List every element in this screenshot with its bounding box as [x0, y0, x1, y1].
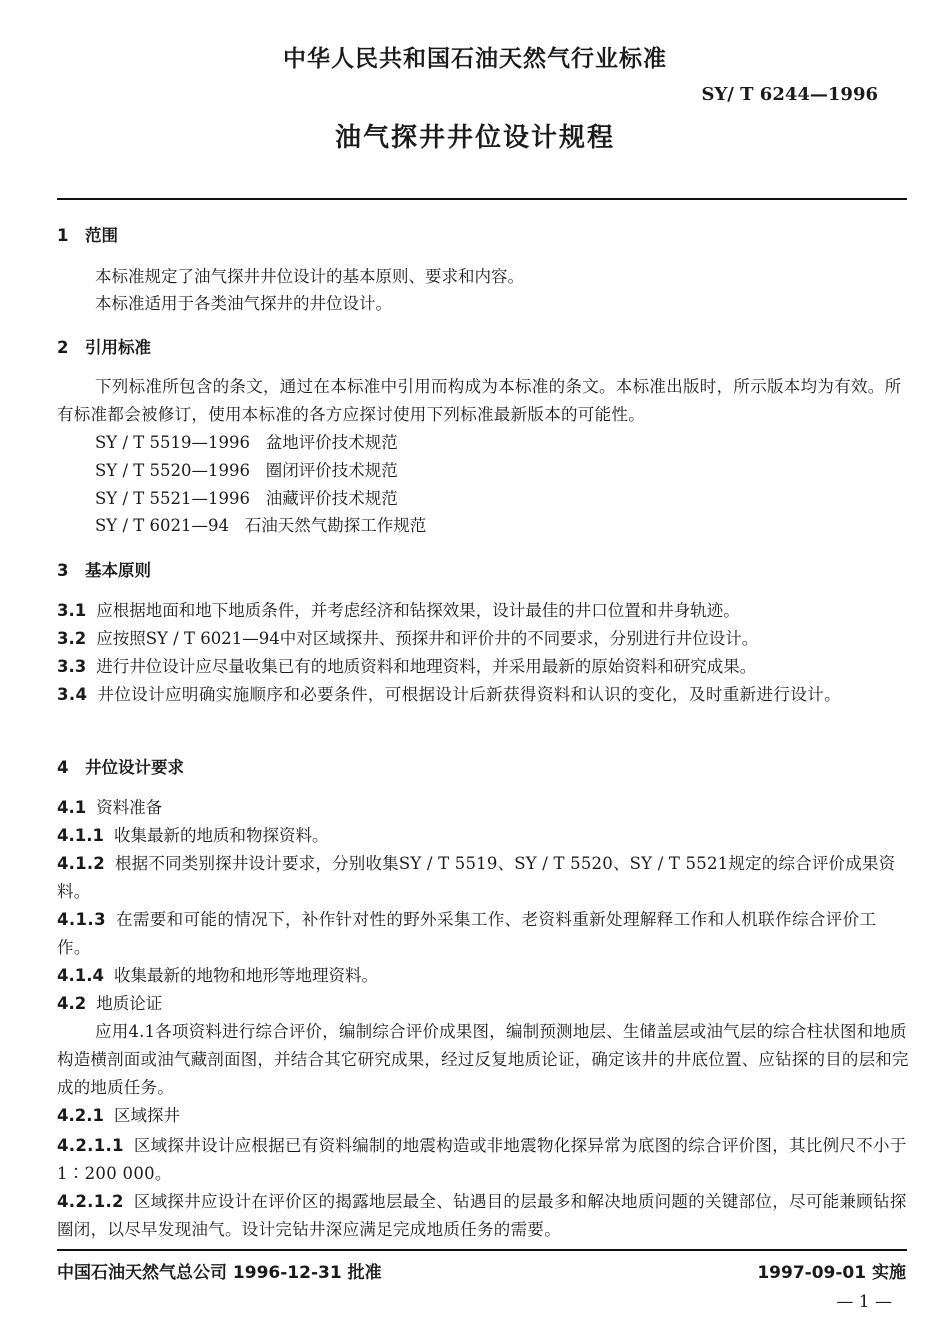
header-divider: [57, 198, 907, 200]
section-1-heading: [57, 222, 118, 250]
paragraph: 应用4.1各项资料进行综合评价，编制综合评价成果图，编制预测地层、生储盖层或油气层的综合柱状图和地质构造横剖面或油气藏剖面图，并结合其它研究成果，经过反复地质论证，确定该井的井底位置、应钻探的目的层和完成的地质任务。: [57, 1022, 909, 1097]
section-number: 1: [57, 226, 69, 245]
section-3-heading: [57, 557, 151, 585]
clause-3-4: [57, 681, 909, 709]
clause-text: 应根据地面和地下地质条件，并考虑经济和钻探效果，设计最佳的井口位置和井身轨迹。: [96, 601, 740, 620]
reference-code: SY / T 5521—1996: [95, 489, 250, 508]
reference-name: 盆地评价技术规范: [265, 433, 398, 452]
section-title: 范围: [85, 226, 118, 245]
reference-code: SY / T 5520—1996: [95, 461, 250, 480]
footer-divider: [57, 1249, 907, 1251]
clause-number: 4.2.1: [57, 1106, 104, 1125]
clause-text: 资料准备: [96, 798, 163, 817]
clause-number: 4.1: [57, 798, 87, 817]
reference-code: SY / T 6021—94: [95, 516, 229, 535]
clause-3-1: [57, 597, 740, 625]
reference-item: [95, 457, 398, 485]
section-number: 4: [57, 758, 69, 777]
document-title: 油气探井井位设计规程: [334, 123, 615, 153]
clause-number: 3.1: [57, 601, 87, 620]
clause-text: 应按照SY / T 6021—94中对区域探井、预探井和评价井的不同要求，分别进行井位设计。: [96, 629, 759, 648]
clause-4-1-1: [57, 822, 328, 850]
section-title: 引用标准: [85, 338, 151, 357]
clause-4-1-2: [57, 850, 909, 906]
reference-item: [95, 512, 426, 540]
clause-text: 在需要和可能的情况下，补作针对性的野外采集工作、老资料重新处理解释工作和人机联作综合评价工作。: [57, 910, 877, 957]
clause-text: 井位设计应明确实施顺序和必要条件，可根据设计后新获得资料和认识的变化，及时重新进行设计。: [97, 685, 842, 704]
reference-name: 油藏评价技术规范: [265, 489, 398, 508]
clause-number: 3.2: [57, 629, 87, 648]
clause-number: 3.3: [57, 657, 87, 676]
clause-number: 3.4: [57, 685, 88, 704]
section-title: 基本原则: [85, 561, 151, 580]
clause-4-1: [57, 794, 162, 822]
clause-number: 4.1.1: [57, 826, 104, 845]
clause-number: 4.2.1.1: [57, 1136, 124, 1155]
clause-text: 进行井位设计应尽量收集已有的地质资料和地理资料，并采用最新的原始资料和研究成果。: [96, 657, 757, 676]
org-title: 中华人民共和国石油天然气行业标准: [283, 46, 667, 72]
section-number: 2: [57, 338, 69, 357]
clause-3-2: [57, 625, 758, 653]
clause-4-2-1: [57, 1102, 180, 1130]
reference-item: [95, 429, 398, 457]
paragraph: 本标准规定了油气探井井位设计的基本原则、要求和内容。: [95, 267, 524, 286]
clause-3-3: [57, 653, 756, 681]
clause-number: 4.1.3: [57, 910, 106, 929]
reference-item: [95, 485, 398, 513]
standard-number: SY/ T 6244—1996: [701, 84, 878, 105]
clause-4-1-3: [57, 906, 909, 962]
clause-text: 收集最新的地质和物探资料。: [113, 826, 329, 845]
page-number: — 1 —: [836, 1292, 892, 1312]
paragraph: 下列标准所包含的条文，通过在本标准中引用而构成为本标准的条文。本标准出版时，所示版本均为有效。所有标准都会被修订，使用本标准的各方应探讨使用下列标准最新版本的可能性。: [57, 377, 902, 424]
clause-number: 4.1.2: [57, 854, 105, 873]
section-4-heading: [57, 754, 184, 782]
clause-text: 收集最新的地物和地形等地理资料。: [113, 966, 378, 985]
section-2-heading: [57, 334, 151, 362]
clause-text: 区域探井: [113, 1106, 180, 1125]
clause-4-2: [57, 990, 162, 1018]
clause-4-1-4: [57, 962, 378, 990]
clause-text: 区域探井设计应根据已有资料编制的地震构造或非地震物化探异常为底图的综合评价图，其比例尺不小于1∶200 000。: [57, 1136, 907, 1183]
clause-text: 地质论证: [96, 994, 163, 1013]
section-number: 3: [57, 561, 69, 580]
clause-4-2-1-2: [57, 1188, 909, 1244]
reference-name: 石油天然气勘探工作规范: [244, 516, 427, 535]
clause-number: 4.2: [57, 994, 87, 1013]
reference-code: SY / T 5519—1996: [95, 433, 250, 452]
clause-4-2-1-1: [57, 1132, 909, 1188]
clause-text: 区域探井应设计在评价区的揭露地层最全、钻遇目的层最多和解决地质问题的关键部位，尽可能兼顾钻探圈闭，以尽早发现油气。设计完钻井深应满足完成地质任务的需要。: [57, 1192, 907, 1239]
clause-number: 4.1.4: [57, 966, 104, 985]
clause-text: 根据不同类别探井设计要求，分别收集SY / T 5519、SY / T 5520、SY / T 5521规定的综合评价成果资料。: [57, 854, 896, 901]
approval-line: 中国石油天然气总公司 1996-12-31 批准: [57, 1263, 382, 1283]
reference-name: 圈闭评价技术规范: [265, 461, 398, 480]
section-title: 井位设计要求: [85, 758, 184, 777]
paragraph: 本标准适用于各类油气探井的井位设计。: [95, 294, 392, 313]
clause-number: 4.2.1.2: [57, 1192, 124, 1211]
effective-date: 1997-09-01 实施: [757, 1263, 906, 1283]
